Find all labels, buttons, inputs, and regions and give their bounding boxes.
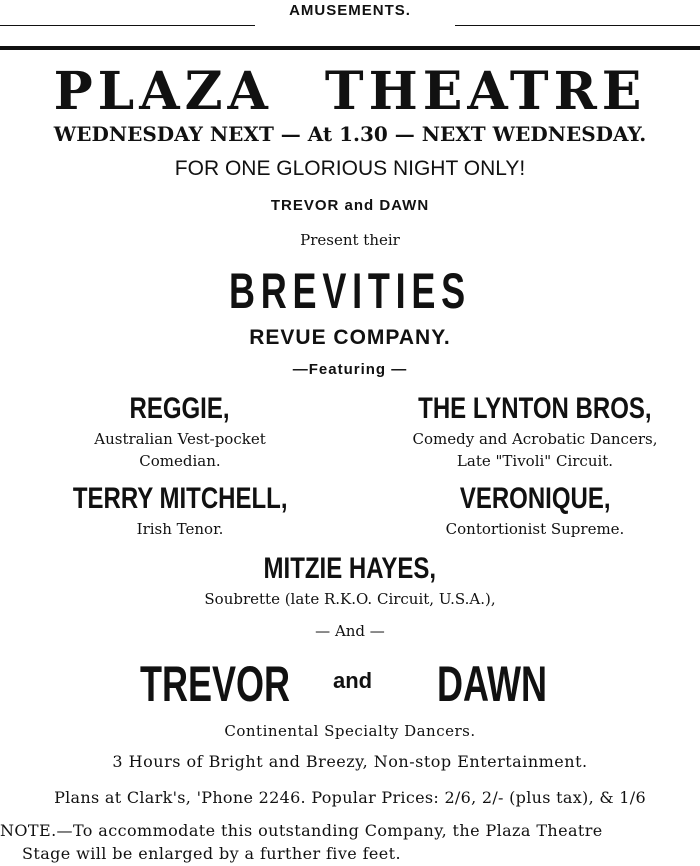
show-title: [0, 260, 700, 322]
hours-line: 3 Hours of Bright and Breezy, Non-stop Entertainment.: [112, 752, 588, 771]
theatre-name-word1: PLAZA: [53, 61, 273, 122]
date-line: WEDNESDAY NEXT — At 1.30 — NEXT WEDNESDAY.: [53, 122, 647, 146]
headliners: [0, 652, 700, 716]
act-reggie-desc1: Australian Vest-pocket: [94, 430, 266, 448]
act-lynton-bros-desc2: Late "Tivoli" Circuit.: [456, 452, 614, 470]
act-reggie-name: REGGIE,: [129, 392, 231, 425]
featuring-label: —Featuring —: [292, 361, 408, 378]
act-mitzie-hayes: [0, 550, 700, 610]
act-veronique: [370, 480, 700, 540]
act-lynton-bros-desc1: Comedy and Acrobatic Dancers,: [412, 430, 658, 448]
act-veronique-desc: Contortionist Supreme.: [445, 520, 625, 538]
act-reggie-desc2: Comedian.: [139, 452, 221, 470]
header-rule-left: [0, 25, 255, 26]
specialty-line: Continental Specialty Dancers.: [224, 722, 476, 740]
section-header: AMUSEMENTS.: [289, 2, 411, 19]
act-lynton-bros: [370, 390, 700, 472]
tagline: FOR ONE GLORIOUS NIGHT ONLY!: [174, 157, 526, 180]
note-line-2: Stage will be enlarged by a further five feet.: [22, 844, 401, 863]
present-their: Present their: [300, 231, 400, 249]
theatre-name: [0, 62, 700, 122]
note-line-1: NOTE.—To accommodate this outstanding Company, the Plaza Theatre: [0, 821, 603, 840]
act-mitzie-hayes-desc: Soubrette (late R.K.O. Circuit, U.S.A.),: [204, 590, 496, 608]
headliner-right: DAWN: [437, 656, 547, 712]
and-divider: — And —: [315, 622, 385, 640]
act-terry-mitchell-name: TERRY MITCHELL,: [72, 482, 288, 515]
act-terry-mitchell: [25, 480, 335, 540]
act-mitzie-hayes-name: MITZIE HAYES,: [263, 552, 437, 585]
header-rule-thick: [0, 46, 700, 50]
header-rule-right: [455, 25, 700, 26]
headliner-left: TREVOR: [140, 656, 291, 712]
act-veronique-name: VERONIQUE,: [459, 482, 611, 515]
act-terry-mitchell-desc: Irish Tenor.: [136, 520, 224, 538]
presenters: TREVOR and DAWN: [270, 197, 430, 214]
act-lynton-bros-name: THE LYNTON BROS,: [418, 392, 652, 425]
plans-line: Plans at Clark's, 'Phone 2246. Popular Prices: 2/6, 2/- (plus tax), & 1/6: [54, 788, 646, 807]
headliner-and: and: [333, 668, 373, 693]
theatre-name-word2: THEATRE: [324, 61, 647, 122]
company-name: REVUE COMPANY.: [249, 326, 451, 349]
show-title-text: BREVITIES: [229, 263, 471, 319]
act-reggie: [25, 390, 335, 472]
